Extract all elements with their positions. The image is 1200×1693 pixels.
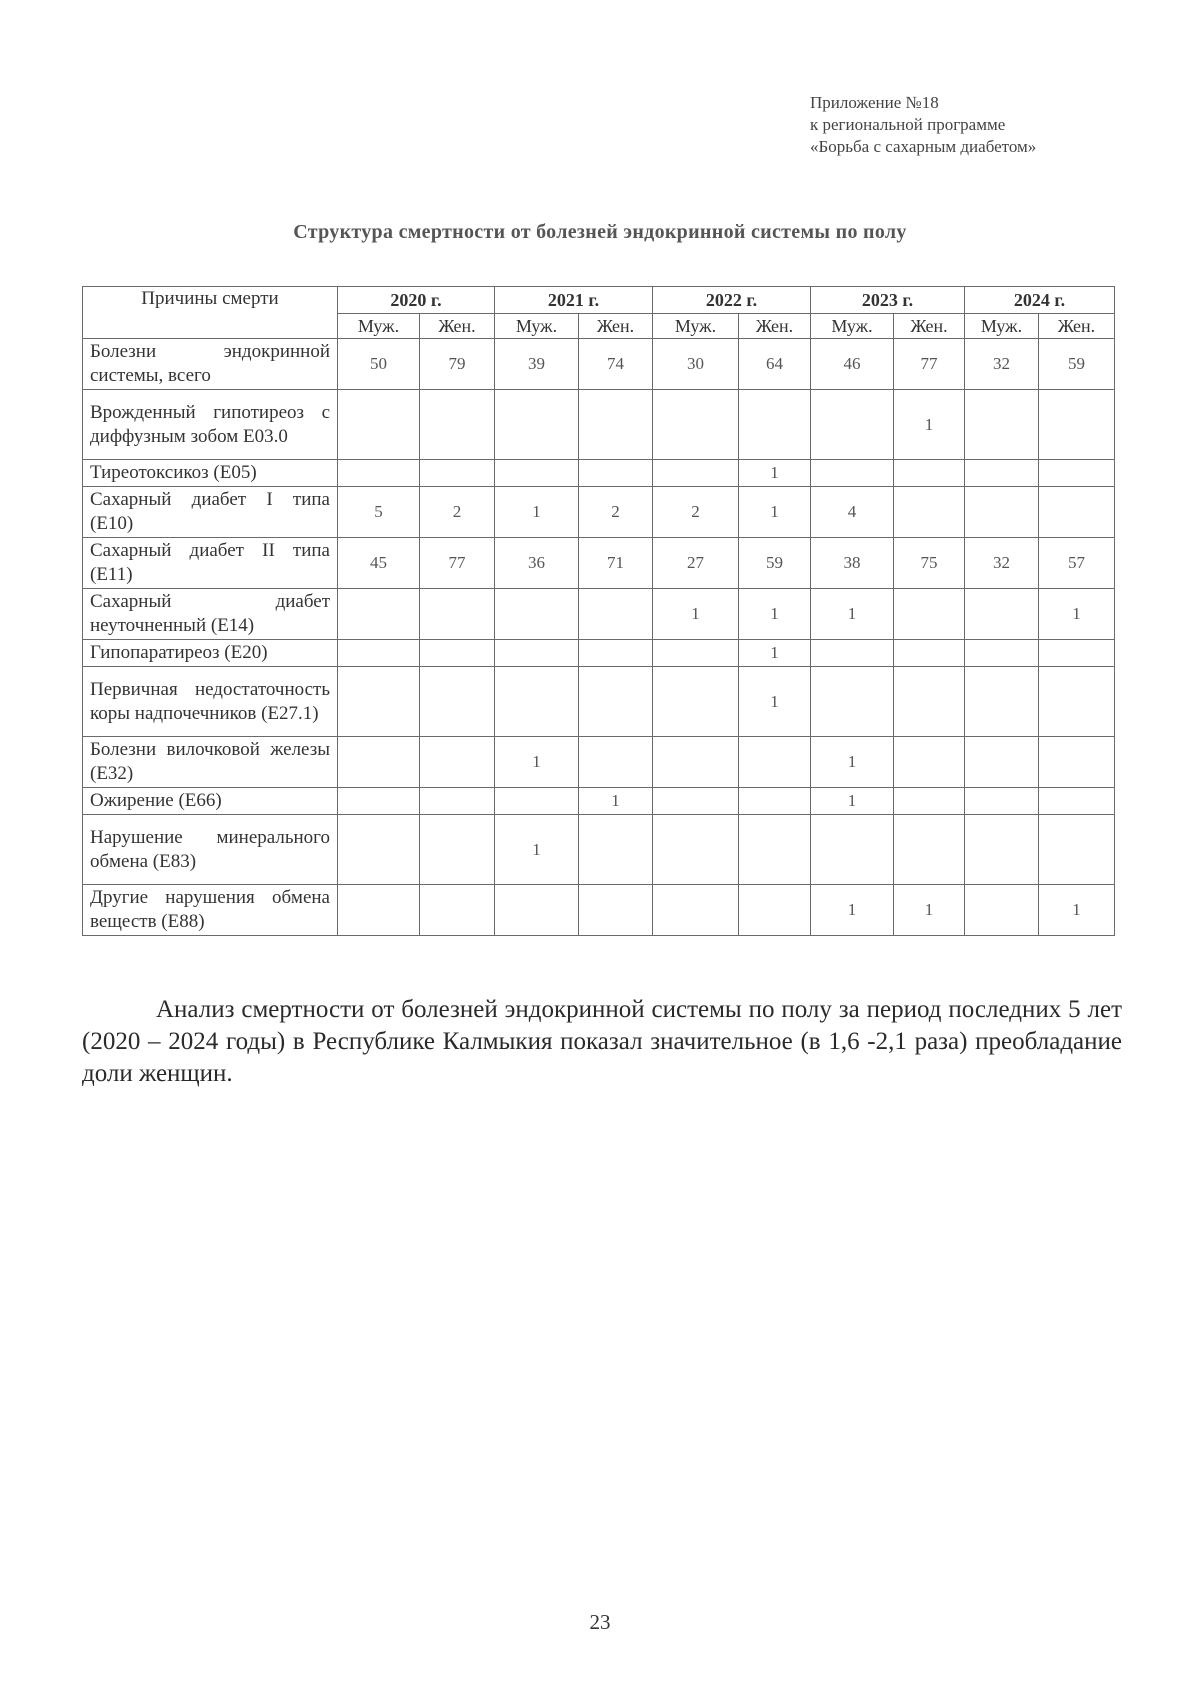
value-cell — [338, 589, 420, 640]
value-cell — [894, 737, 965, 788]
value-cell — [965, 815, 1039, 885]
value-cell — [420, 667, 495, 737]
value-cell — [1039, 390, 1115, 460]
value-cell — [811, 390, 894, 460]
value-cell — [739, 390, 811, 460]
cause-cell: Врожденный гипотиреоз с диффузным зобом Е03.0 — [83, 390, 338, 460]
cause-cell: Сахарный диабет неуточненный (Е14) — [83, 589, 338, 640]
value-cell: 1 — [894, 390, 965, 460]
value-cell — [495, 589, 579, 640]
table-row — [83, 487, 1115, 538]
year-header: 2023 г. — [811, 287, 965, 314]
value-cell: 75 — [894, 538, 965, 589]
value-cell: 2 — [420, 487, 495, 538]
value-cell: 1 — [579, 788, 653, 815]
value-cell: 30 — [653, 339, 739, 390]
year-header: 2021 г. — [495, 287, 653, 314]
value-cell: 77 — [894, 339, 965, 390]
value-cell — [420, 390, 495, 460]
value-cell — [965, 737, 1039, 788]
value-cell — [653, 640, 739, 667]
value-cell — [420, 460, 495, 487]
cause-cell: Болезни эндокринной системы, всего — [83, 339, 338, 390]
value-cell: 39 — [495, 339, 579, 390]
value-cell: 2 — [653, 487, 739, 538]
value-cell — [1039, 640, 1115, 667]
value-cell — [338, 885, 420, 936]
value-cell: 79 — [420, 339, 495, 390]
table-row — [83, 390, 1115, 460]
value-cell: 1 — [739, 667, 811, 737]
cause-cell: Сахарный диабет I типа (Е10) — [83, 487, 338, 538]
value-cell — [653, 390, 739, 460]
value-cell: 45 — [338, 538, 420, 589]
sex-header: Муж. — [495, 314, 579, 339]
value-cell — [965, 788, 1039, 815]
value-cell — [1039, 460, 1115, 487]
value-cell: 27 — [653, 538, 739, 589]
table-body — [83, 339, 1115, 936]
value-cell: 1 — [811, 737, 894, 788]
value-cell — [894, 640, 965, 667]
value-cell — [579, 815, 653, 885]
value-cell — [653, 788, 739, 815]
mortality-table — [82, 286, 1115, 936]
value-cell — [579, 390, 653, 460]
value-cell — [739, 815, 811, 885]
value-cell — [965, 589, 1039, 640]
value-cell: 77 — [420, 538, 495, 589]
value-cell — [894, 589, 965, 640]
sex-header: Муж. — [965, 314, 1039, 339]
value-cell — [811, 667, 894, 737]
value-cell: 59 — [739, 538, 811, 589]
value-cell — [965, 640, 1039, 667]
value-cell: 2 — [579, 487, 653, 538]
cause-cell: Болезни вилочковой железы (Е32) — [83, 737, 338, 788]
value-cell: 59 — [1039, 339, 1115, 390]
sex-header: Муж. — [653, 314, 739, 339]
value-cell — [338, 667, 420, 737]
value-cell: 1 — [1039, 885, 1115, 936]
value-cell — [1039, 667, 1115, 737]
table-row — [83, 885, 1115, 936]
value-cell: 1 — [1039, 589, 1115, 640]
value-cell: 38 — [811, 538, 894, 589]
value-cell — [420, 737, 495, 788]
cause-cell: Нарушение минерального обмена (Е83) — [83, 815, 338, 885]
table-row — [83, 788, 1115, 815]
value-cell: 1 — [739, 487, 811, 538]
value-cell: 64 — [739, 339, 811, 390]
table-row — [83, 589, 1115, 640]
year-header-row — [83, 287, 1115, 314]
value-cell — [653, 460, 739, 487]
value-cell: 71 — [579, 538, 653, 589]
value-cell — [579, 885, 653, 936]
value-cell — [579, 737, 653, 788]
value-cell — [495, 788, 579, 815]
value-cell — [894, 487, 965, 538]
sex-header: Муж. — [811, 314, 894, 339]
table-row — [83, 460, 1115, 487]
cause-cell: Другие нарушения обмена веществ (Е88) — [83, 885, 338, 936]
value-cell — [420, 788, 495, 815]
value-cell: 1 — [811, 788, 894, 815]
annex-note — [810, 92, 1150, 158]
value-cell — [965, 487, 1039, 538]
sex-header: Жен. — [420, 314, 495, 339]
value-cell — [579, 667, 653, 737]
value-cell: 1 — [739, 460, 811, 487]
value-cell: 32 — [965, 339, 1039, 390]
value-cell — [965, 667, 1039, 737]
cause-cell: Тиреотоксикоз (Е05) — [83, 460, 338, 487]
value-cell — [894, 788, 965, 815]
analysis-text: Анализ смертности от болезней эндокринной системы по полу за период последних 5 лет (2020 – 2024 годы) в Республике Калмыкия показал значительное (в 1,6 -2,1 раза) преобладание доли женщин. — [82, 996, 1122, 1087]
table-title: Структура смертности от болезней эндокринной системы по полу — [293, 221, 907, 243]
value-cell: 1 — [653, 589, 739, 640]
value-cell: 36 — [495, 538, 579, 589]
value-cell — [420, 885, 495, 936]
value-cell: 1 — [495, 815, 579, 885]
value-cell — [1039, 737, 1115, 788]
value-cell — [894, 667, 965, 737]
value-cell — [420, 589, 495, 640]
value-cell — [579, 589, 653, 640]
value-cell — [338, 460, 420, 487]
value-cell — [653, 885, 739, 936]
analysis-paragraph — [82, 994, 1122, 1090]
value-cell — [811, 460, 894, 487]
value-cell: 1 — [495, 737, 579, 788]
value-cell — [495, 885, 579, 936]
value-cell — [653, 737, 739, 788]
value-cell: 5 — [338, 487, 420, 538]
value-cell: 46 — [811, 339, 894, 390]
sex-header: Муж. — [338, 314, 420, 339]
value-cell — [739, 788, 811, 815]
value-cell: 57 — [1039, 538, 1115, 589]
table-row — [83, 538, 1115, 589]
value-cell: 32 — [965, 538, 1039, 589]
value-cell: 1 — [495, 487, 579, 538]
year-header: 2024 г. — [965, 287, 1115, 314]
value-cell — [811, 640, 894, 667]
cause-column-header: Причины смерти — [83, 287, 338, 339]
value-cell: 50 — [338, 339, 420, 390]
page-number: 23 — [589, 1610, 611, 1634]
annex-line-3: «Борьба с сахарным диабетом» — [810, 137, 1037, 156]
year-header: 2020 г. — [338, 287, 495, 314]
value-cell — [965, 390, 1039, 460]
cause-cell: Первичная недостаточность коры надпочечников (Е27.1) — [83, 667, 338, 737]
sex-header: Жен. — [579, 314, 653, 339]
value-cell — [811, 815, 894, 885]
cause-cell: Гипопаратиреоз (Е20) — [83, 640, 338, 667]
value-cell — [338, 815, 420, 885]
value-cell — [495, 667, 579, 737]
annex-line-1: Приложение №18 — [810, 93, 939, 112]
value-cell: 1 — [811, 589, 894, 640]
table-row — [83, 339, 1115, 390]
annex-line-2: к региональной программе — [810, 115, 1006, 134]
value-cell — [653, 815, 739, 885]
value-cell — [894, 815, 965, 885]
value-cell — [1039, 487, 1115, 538]
value-cell — [338, 640, 420, 667]
value-cell — [1039, 788, 1115, 815]
table-row — [83, 640, 1115, 667]
value-cell: 1 — [811, 885, 894, 936]
cause-cell: Ожирение (Е66) — [83, 788, 338, 815]
value-cell — [739, 885, 811, 936]
value-cell — [579, 640, 653, 667]
value-cell — [894, 460, 965, 487]
table-row — [83, 667, 1115, 737]
value-cell — [965, 460, 1039, 487]
value-cell — [338, 390, 420, 460]
value-cell — [495, 390, 579, 460]
value-cell — [420, 640, 495, 667]
value-cell — [579, 460, 653, 487]
value-cell — [495, 640, 579, 667]
value-cell: 74 — [579, 339, 653, 390]
value-cell — [653, 667, 739, 737]
value-cell — [965, 885, 1039, 936]
value-cell — [420, 815, 495, 885]
value-cell: 1 — [739, 640, 811, 667]
value-cell — [338, 788, 420, 815]
value-cell: 4 — [811, 487, 894, 538]
year-header: 2022 г. — [653, 287, 811, 314]
cause-cell: Сахарный диабет II типа (Е11) — [83, 538, 338, 589]
value-cell — [1039, 815, 1115, 885]
sex-header: Жен. — [739, 314, 811, 339]
table-row — [83, 815, 1115, 885]
sex-header: Жен. — [1039, 314, 1115, 339]
value-cell: 1 — [739, 589, 811, 640]
value-cell — [495, 460, 579, 487]
table-row — [83, 737, 1115, 788]
value-cell — [338, 737, 420, 788]
value-cell: 1 — [894, 885, 965, 936]
sex-header: Жен. — [894, 314, 965, 339]
value-cell — [739, 737, 811, 788]
